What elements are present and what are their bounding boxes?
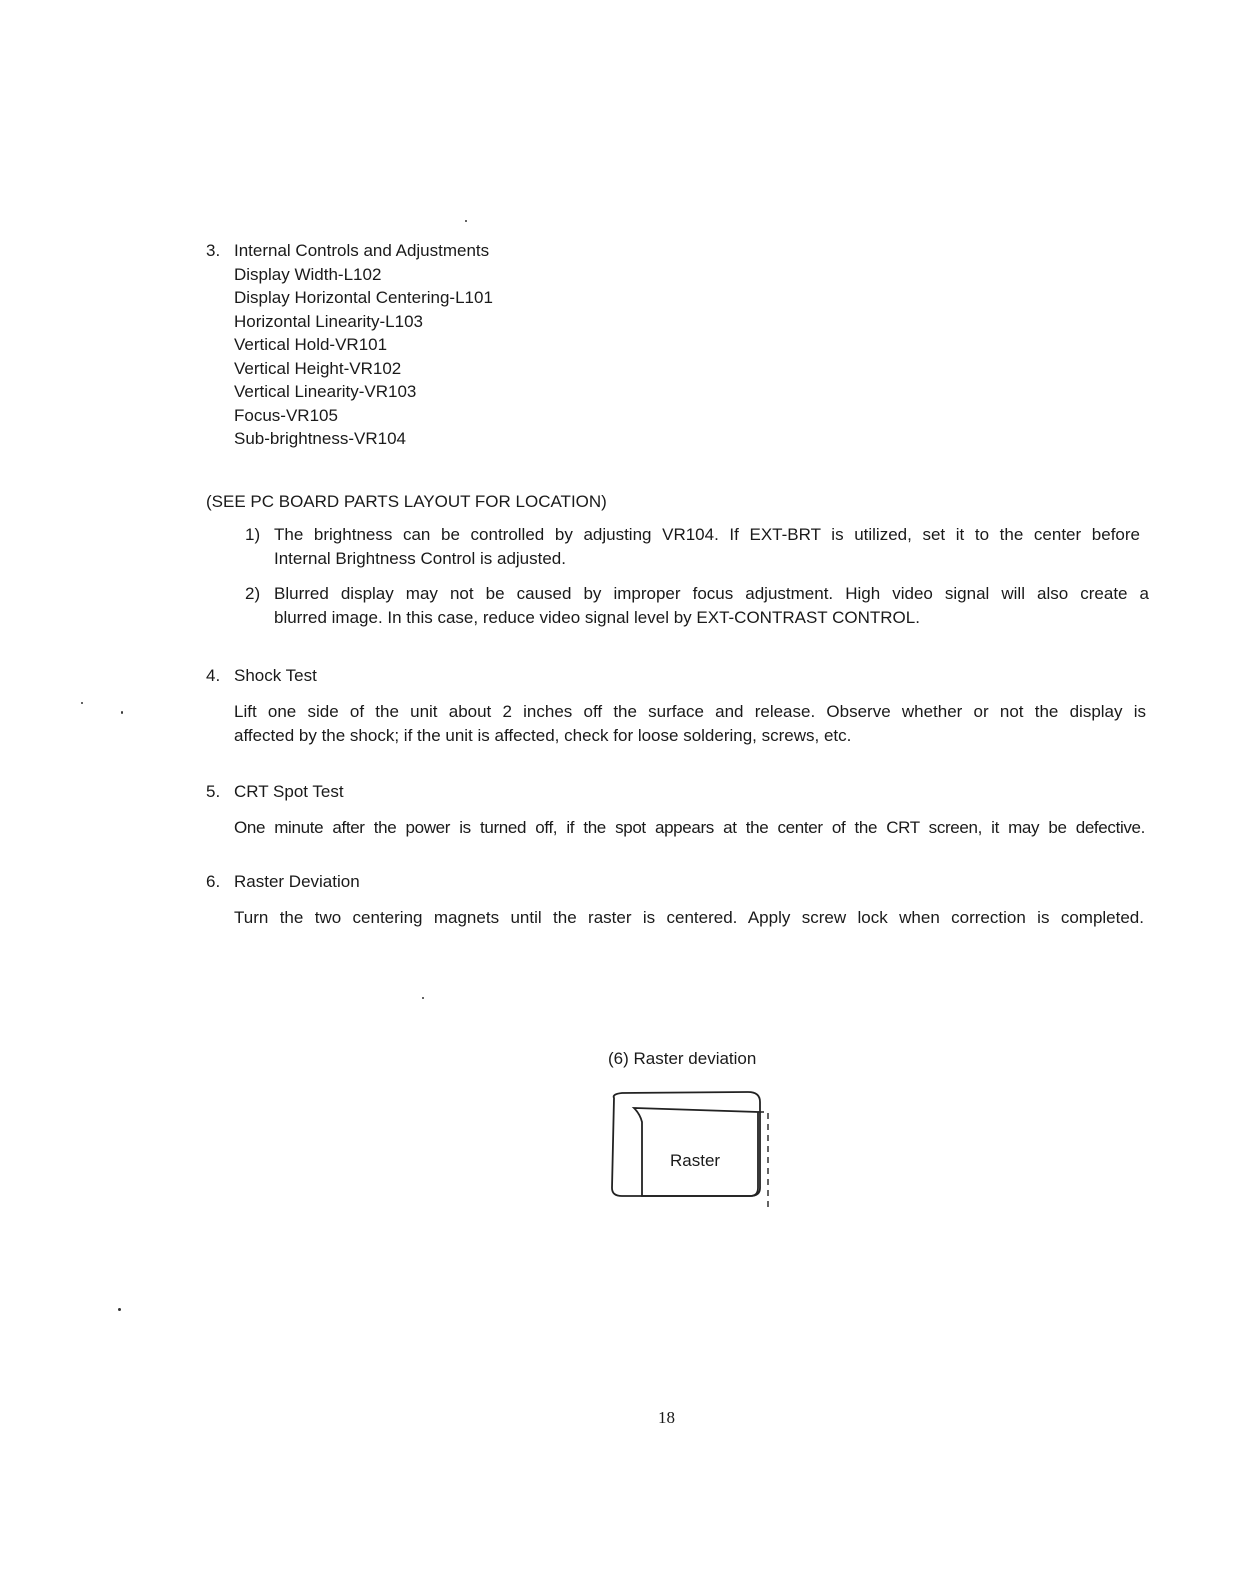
adjustment-item: Focus-VR105 [234,405,338,425]
section-4-line-2: affected by the shock; if the unit is affected, check for loose soldering, screws, etc. [234,725,852,745]
section-3-title: Internal Controls and Adjustments [234,241,490,260]
scan-speck [118,1308,121,1311]
section-3-number: 3. [206,241,221,260]
note-2-text [274,582,1149,629]
section-5-title: CRT Spot Test [234,782,344,801]
raster-label: Raster [670,1151,721,1170]
adjustment-item: Vertical Linearity-VR103 [234,382,417,401]
section-4-number: 4. [206,666,221,685]
location-note: (SEE PC BOARD PARTS LAYOUT FOR LOCATION) [206,492,607,511]
note-1-line-1: The brightness can be controlled by adjusting VR104. If EXT-BRT is utilized, set it to the center before [274,525,1140,544]
scan-speck [81,702,83,704]
raster-deviation-diagram [600,1088,800,1208]
section-4-body [234,700,1146,747]
adjustment-item: Horizontal Linearity-L103 [234,311,423,331]
section-4-title: Shock Test [234,666,317,685]
scan-speck [422,997,424,999]
note-2-line-2: blurred image. In this case, reduce video signal level by EXT-CONTRAST CONTROL. [274,607,920,627]
note-1-number: 1) [245,525,261,544]
section-4-line-1: Lift one side of the unit about 2 inches off the surface and release. Observe whether or not the display is [234,702,1146,721]
adjustment-item: Display Horizontal Centering-L101 [234,288,493,307]
adjustment-item: Vertical Height-VR102 [234,358,402,378]
adjustment-item: Display Width-L102 [234,264,382,284]
page-number: 18 [658,1408,675,1427]
section-5-body: One minute after the power is turned off, if the spot appears at the center of the CRT screen, it may be defective. [234,818,1145,837]
adjustment-item: Vertical Hold-VR101 [234,335,388,354]
section-5-number: 5. [206,782,221,801]
note-1-text [274,523,1140,570]
figure-caption: (6) Raster deviation [608,1049,757,1068]
scan-speck [465,220,467,222]
section-3-block [234,239,493,451]
note-1-line-2: Internal Brightness Control is adjusted. [274,548,566,568]
note-2-number: 2) [245,584,261,603]
section-6-number: 6. [206,872,221,891]
adjustment-item: Sub-brightness-VR104 [234,429,406,448]
scan-speck [121,711,123,714]
section-6-body: Turn the two centering magnets until the raster is centered. Apply screw lock when correction is completed. [234,908,1144,927]
note-2-line-1: Blurred display may not be caused by improper focus adjustment. High video signal will also create a [274,584,1149,603]
section-6-title: Raster Deviation [234,872,360,891]
